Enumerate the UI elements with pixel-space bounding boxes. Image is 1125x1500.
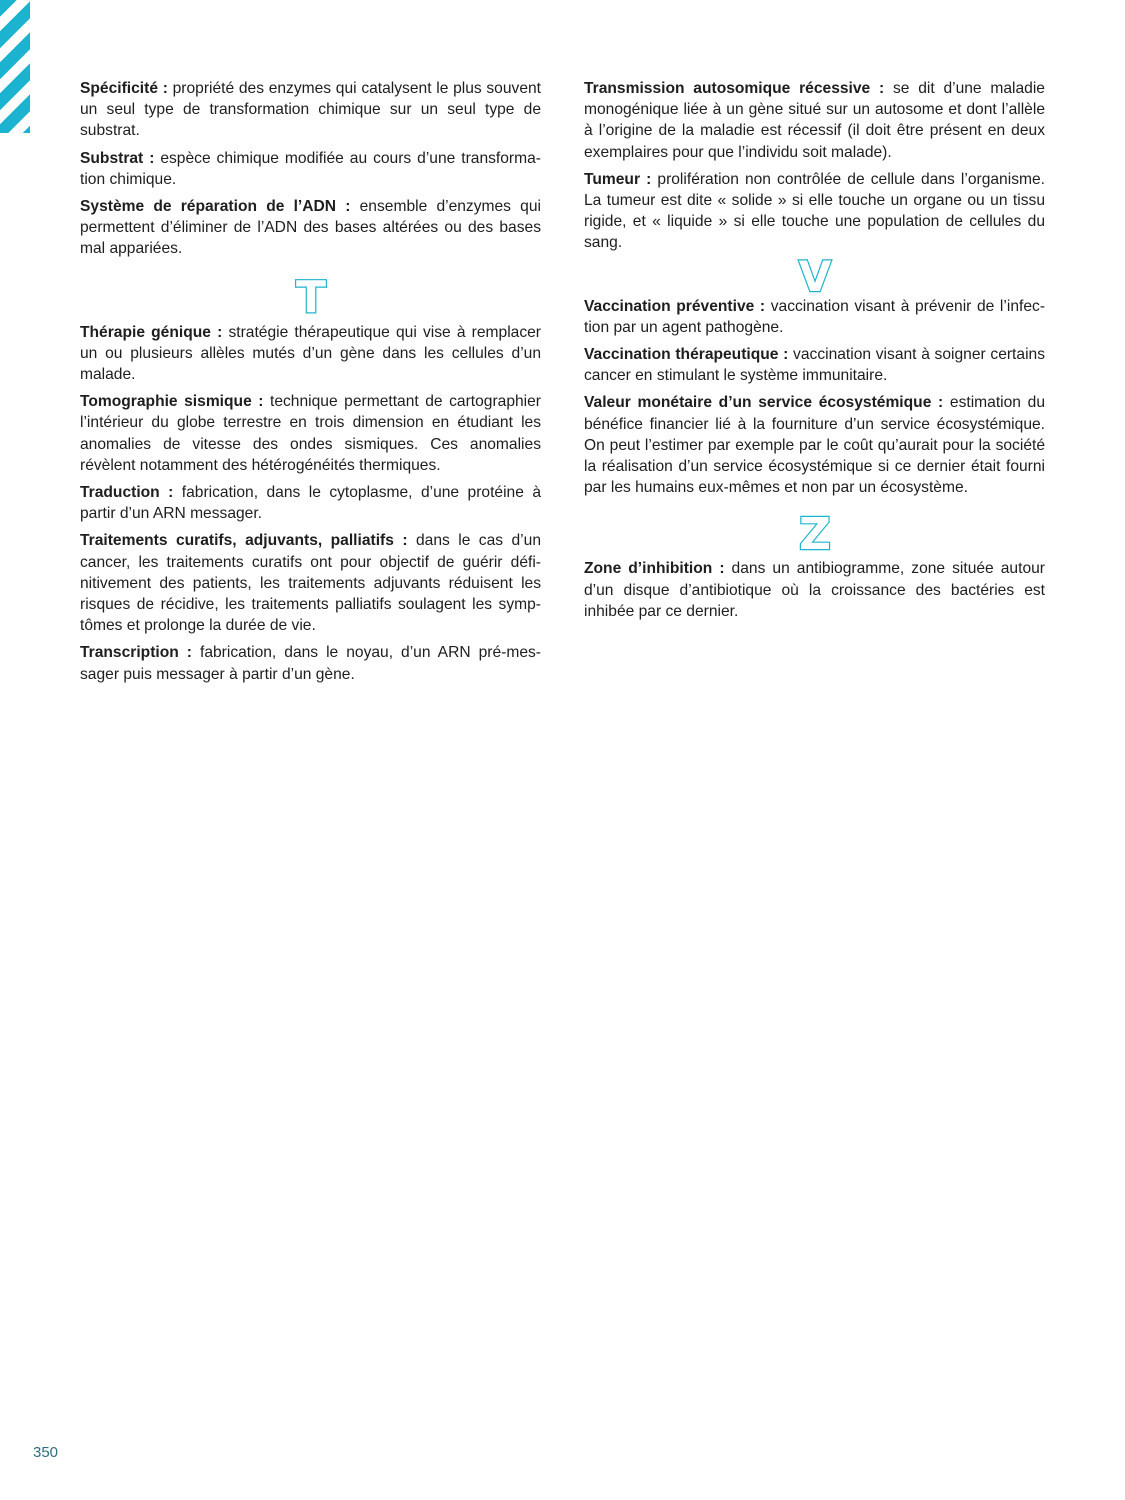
- glossary-term: Système de réparation de l’ADN :: [80, 198, 351, 216]
- glossary-entry-tomographie-sismique: [80, 391, 541, 476]
- glossary-term: Vaccination préventive :: [584, 297, 766, 315]
- glossary-term: Thérapie génique :: [80, 323, 223, 341]
- glossary-term: Spécificité :: [80, 80, 168, 97]
- glossary-term: Valeur monétaire d’un service écosystémique :: [584, 394, 944, 412]
- glossary-term: Traduction :: [80, 484, 174, 502]
- glossary-term: Transcription :: [80, 644, 192, 662]
- glossary-right-column: [584, 78, 1045, 628]
- glossary-term: Transmission autosomique récessive :: [584, 80, 885, 97]
- glossary-entry-vaccination-preventive: [584, 296, 1045, 338]
- glossary-definition: propriété des enzymes qui catalysent le plus souvent un seul type de transformation chimique sur un seul type de substrat.: [80, 80, 542, 140]
- glossary-definition: fabrication, dans le noyau, d’un ARN pré-messager puis messager à partir d’un gène.: [80, 644, 541, 683]
- section-letter-v-glyph: [795, 251, 835, 301]
- section-letter-z: [584, 508, 1045, 561]
- glossary-term: Substrat :: [80, 149, 155, 167]
- section-letter-v-text: V: [798, 251, 831, 301]
- glossary-entry-tumeur: [584, 169, 1045, 254]
- glossary-definition: fabrication, dans le cytoplasme, d’une protéine à partir d’un ARN messager.: [80, 484, 542, 523]
- glossary-entry-transmission-autosomique: [584, 78, 1045, 163]
- glossary-entry-valeur-monetaire: [584, 392, 1045, 498]
- corner-stripes-decoration: [0, 0, 30, 133]
- glossary-entry-systeme-reparation-adn: [80, 196, 541, 260]
- glossary-left-column: [80, 78, 541, 691]
- glossary-term: Tumeur :: [584, 170, 652, 188]
- glossary-definition: stratégie thérapeutique qui vise à remplacer un ou plusieurs allèles mutés d’un gène dans les cellules d’un malade.: [80, 323, 541, 384]
- glossary-definition: vaccination visant à soigner certains cancer en stimulant le système immunitaire.: [584, 346, 1045, 385]
- glossary-entry-traduction: [80, 482, 541, 524]
- glossary-term: Tomographie sismique :: [80, 393, 264, 411]
- glossary-term: Zone d’inhibition :: [584, 560, 725, 578]
- section-letter-t-text: T: [295, 271, 326, 323]
- glossary-definition: technique permettant de cartographier l’intérieur du globe terrestre en trois dimension en étudiant les anomalies de vitesse des ondes sismiques. Ces anomalies révèlent notamment des hétérogénéités thermiques.: [80, 393, 541, 474]
- section-letter-t: [80, 270, 541, 322]
- glossary-term: Traitements curatifs, adjuvants, palliatifs :: [80, 532, 408, 550]
- glossary-definition: ensemble d’enzymes qui permettent d’éliminer de l’ADN des bases altérées ou des bases mal appariées.: [80, 198, 541, 258]
- glossary-entry-specificite: [80, 78, 541, 142]
- glossary-entry-vaccination-therapeutique: [584, 344, 1045, 386]
- section-letter-z-glyph: [795, 509, 835, 561]
- glossary-definition: se dit d’une maladie monogénique liée à un gène situé sur un autosome et dont l’allèle à l’origine de la maladie est récessif (il doit être présent en deux exemplaires pour que l’individu soit malade).: [584, 80, 1045, 161]
- section-letter-t-glyph: [291, 271, 331, 323]
- glossary-definition: estimation du bénéfice financier lié à la fourniture d’un service écosystémique. On peut l’estimer par exemple par le coût qu’aurait pour la société la réalisation d’un service écosystémique si ce dernier était fourni par les humains eux-mêmes et non par un écosystème.: [584, 394, 1045, 497]
- glossary-definition: vaccination visant à prévenir de l’infection par un agent pathogène.: [584, 297, 1046, 336]
- page-number: 350: [33, 1444, 59, 1461]
- glossary-entry-zone-inhibition: [584, 558, 1045, 622]
- glossary-entry-transcription: [80, 642, 541, 684]
- glossary-term: Vaccination thérapeutique :: [584, 346, 789, 364]
- glossary-definition: espèce chimique modifiée au cours d’une transformation chimique.: [80, 149, 541, 188]
- glossary-definition: dans le cas d’un cancer, les traitements curatifs ont pour objectif de guérir définitivement des patients, les traitements adjuvants réduisent les risques de récidive, les traitements palliatifs soulagent les symptômes et prolonge la durée de vie.: [80, 532, 541, 635]
- glossary-entry-traitements: [80, 530, 541, 636]
- glossary-entry-substrat: [80, 148, 541, 190]
- section-letter-v: [584, 251, 1045, 301]
- glossary-definition: prolifération non contrôlée de cellule dans l’organisme. La tumeur est dite « solide » si elle touche un organe ou un tissu rigide, et « liquide » si elle touche une population de cellules du sang.: [584, 170, 1045, 252]
- section-letter-z-text: Z: [798, 509, 831, 561]
- glossary-entry-therapie-genique: [80, 322, 541, 386]
- glossary-definition: dans un antibiogramme, zone située autour d’un disque d’antibiotique où la croissance des bactéries est inhibée par ce dernier.: [584, 560, 1045, 620]
